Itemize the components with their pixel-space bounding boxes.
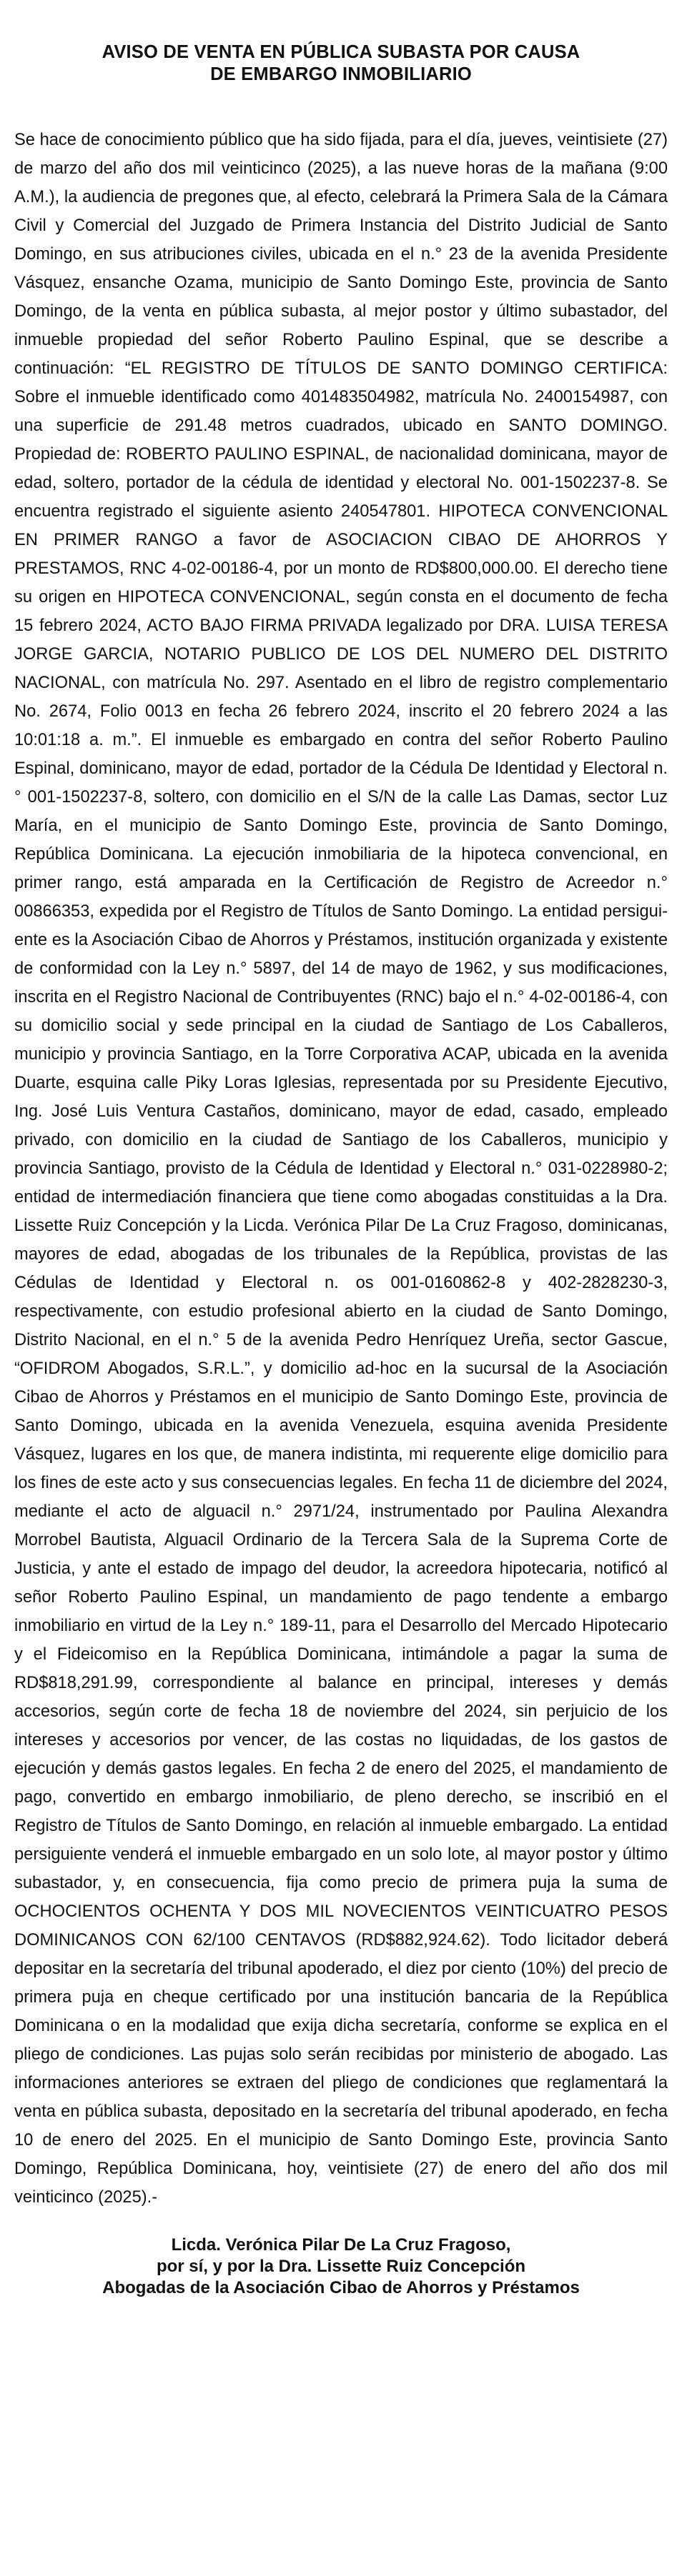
- signature-line-3: Abogadas de la Asociación Cibao de Ahorros y Préstamos: [102, 2278, 580, 2297]
- signature-line-2: por sí, y por la Dra. Lissette Ruiz Concepción: [156, 2257, 526, 2276]
- signature-block: [14, 2235, 668, 2299]
- notice-title: [14, 41, 668, 86]
- notice-body: Se hace de conocimiento público que ha sido fijada, para el día, jueves, veintisiete (27) de marzo del año dos mil veinticinco (2025), a las nueve horas de la mañana (9:00 A.M.), la audiencia de pregones que, al efecto, celebrará la Primera Sala de la Cámara Civil y Comercial del Juzgado de Primera Instancia del Distrito Judicial de Santo Domingo, en sus atribuciones civiles, ubicada en el n.° 23 de la avenida Presidente Vásquez, ensanche Ozama, municipio de Santo Domingo Este, provincia de Santo Domingo, de la venta en pública subasta, al mejor postor y último subastador, del inmueble propiedad del señor Roberto Paulino Espinal, que se describe a continuación: “EL REGISTRO DE TÍTULOS DE SANTO DOMINGO CERTIFICA: Sobre el inmueble identificado como 401483504982, matrícula No. 2400154987, con una superficie de 291.48 metros cuadrados, ubicado en SANTO DOMINGO. Propiedad de: ROBERTO PAULINO ESPINAL, de nacionalidad dominicana, mayor de edad, soltero, portador de la cédula de identidad y electoral No. 001-1502237-8. Se encuentra registrado el siguiente asiento 240547801. HIPOTECA CONVENCIONAL EN PRIMER RANGO a favor de ASOCIACION CIBAO DE AHORROS Y PRESTAMOS, RNC 4-02-00186-4, por un monto de RD$800,000.00. El derecho tiene su origen en HIPOTECA CONVENCIONAL, según consta en el documento de fecha 15 febrero 2024, ACTO BAJO FIRMA PRIVADA legalizado por DRA. LUISA TERESA JORGE GARCIA, NOTARIO PUBLICO DE LOS DEL NUMERO DEL DISTRITO NACIONAL, con matrícula No. 297. Asentado en el libro de registro complementario No. 2674, Folio 0013 en fecha 26 febrero 2024, inscrito el 20 febrero 2024 a las 10:01:18 a. m.”. El inmueble es embargado en contra del señor Roberto Paulino Espinal, dominicano, mayor de edad, portador de la Cédula De Identidad y Electoral n.° 001-1502237-8, soltero, con domicilio en el S/N de la calle Las Damas, sector Luz María, en el municipio de Santo Domingo Este, provincia de Santo Domingo, República Dominicana. La ejecución inmobiliaria de la hipoteca convencional, en primer rango, está amparada en la Certificación de Registro de Acreedor n.° 00866353, expedida por el Registro de Títulos de Santo Domingo. La entidad persiguiente es la Asociación Cibao de Ahorros y Préstamos, institución organizada y existente de conformidad con la Ley n.° 5897, del 14 de mayo de 1962, y sus modificaciones, inscrita en el Registro Nacional de Contribuyentes (RNC) bajo el n.° 4-02-00186-4, con su domicilio social y sede principal en la ciudad de Santiago de Los Caballeros, municipio y provincia Santiago, en la Torre Corporativa ACAP, ubicada en la avenida Duarte, esquina calle Piky Loras Iglesias, representada por su Presidente Ejecutivo, Ing. José Luis Ventura Castaños, dominicano, mayor de edad, casado, empleado privado, con domicilio en la ciudad de Santiago de los Caballeros, municipio y provincia Santiago, provisto de la Cédula de Identidad y Electoral n.° 031-0228980-2; entidad de intermediación financiera que tiene como abogadas constituidas a la Dra. Lissette Ruiz Concepción y la Licda. Verónica Pilar De La Cruz Fragoso, dominicanas, mayores de edad, abogadas de los tribunales de la República, provistas de las Cédulas de Identidad y Electoral n. os 001-0160862-8 y 402-2828230-3, respectivamente, con estudio profesional abierto en la ciudad de Santo Domingo, Distrito Nacional, en el n.° 5 de la avenida Pedro Henríquez Ureña, sector Gascue, “OFIDROM Abogados, S.R.L.”, y domicilio ad-hoc en la sucursal de la Asociación Cibao de Ahorros y Préstamos en el municipio de Santo Domingo Este, provincia de Santo Domingo, ubicada en la avenida Venezuela, esquina avenida Presidente Vásquez, lugares en los que, de manera indistinta, mi requerente elige domicilio para los fines de este acto y sus consecuencias legales. En fecha 11 de diciembre del 2024, mediante el acto de alguacil n.° 2971/24, instrumentado por Paulina Alexandra Morrobel Bautista, Alguacil Ordinario de la Tercera Sala de la Suprema Corte de Justicia, y ante el estado de impago del deudor, la acreedora hipotecaria, notificó al señor Roberto Paulino Espinal, un mandamiento de pago tendente a embargo inmobiliario en virtud de la Ley n.° 189-11, para el Desarrollo del Mercado Hipotecario y el Fideicomiso en la República Dominicana, intimándole a pagar la suma de RD$818,291.99, correspondiente al balance en principal, intereses y demás accesorios, según corte de fecha 18 de noviembre del 2024, sin perjuicio de los intereses y accesorios por vencer, de las costas no liquidadas, de los gastos de ejecución y demás gastos legales. En fecha 2 de enero del 2025, el mandamiento de pago, convertido en embargo inmobiliario, de pleno derecho, se inscribió en el Registro de Títulos de Santo Domingo, en relación al inmueble embargado. La entidad persiguiente venderá el inmueble embargado en un solo lote, al mayor postor y último subastador, y, en consecuencia, fija como precio de primera puja la suma de OCHOCIENTOS OCHENTA Y DOS MIL NOVECIENTOS VEINTICUATRO PESOS DOMINICANOS CON 62/100 CENTAVOS (RD$882,924.62). Todo licitador deberá depositar en la secretaría del tribunal apoderado, el diez por ciento (10%) del precio de primera puja en cheque certificado por una institución bancaria de la República Dominicana o en la modalidad que exija dicha secretaría, conforme se explica en el pliego de condiciones. Las pujas solo serán recibidas por ministerio de abogado. Las informaciones anteriores se extraen del pliego de condiciones que reglamentará la venta en pública subasta, depositado en la secretaría del tribunal apoderado, en fecha 10 de enero del 2025. En el municipio de Santo Domingo Este, provincia Santo Domingo, República Dominicana, hoy, veintisiete (27) de enero del año dos mil veinticinco (2025).-: [14, 131, 668, 2207]
- notice-title-line-2: DE EMBARGO INMOBILIARIO: [210, 64, 472, 84]
- notice-title-line-1: AVISO DE VENTA EN PÚBLICA SUBASTA POR CAUSA: [102, 42, 580, 62]
- signature-line-1: Licda. Verónica Pilar De La Cruz Fragoso,: [171, 2235, 511, 2255]
